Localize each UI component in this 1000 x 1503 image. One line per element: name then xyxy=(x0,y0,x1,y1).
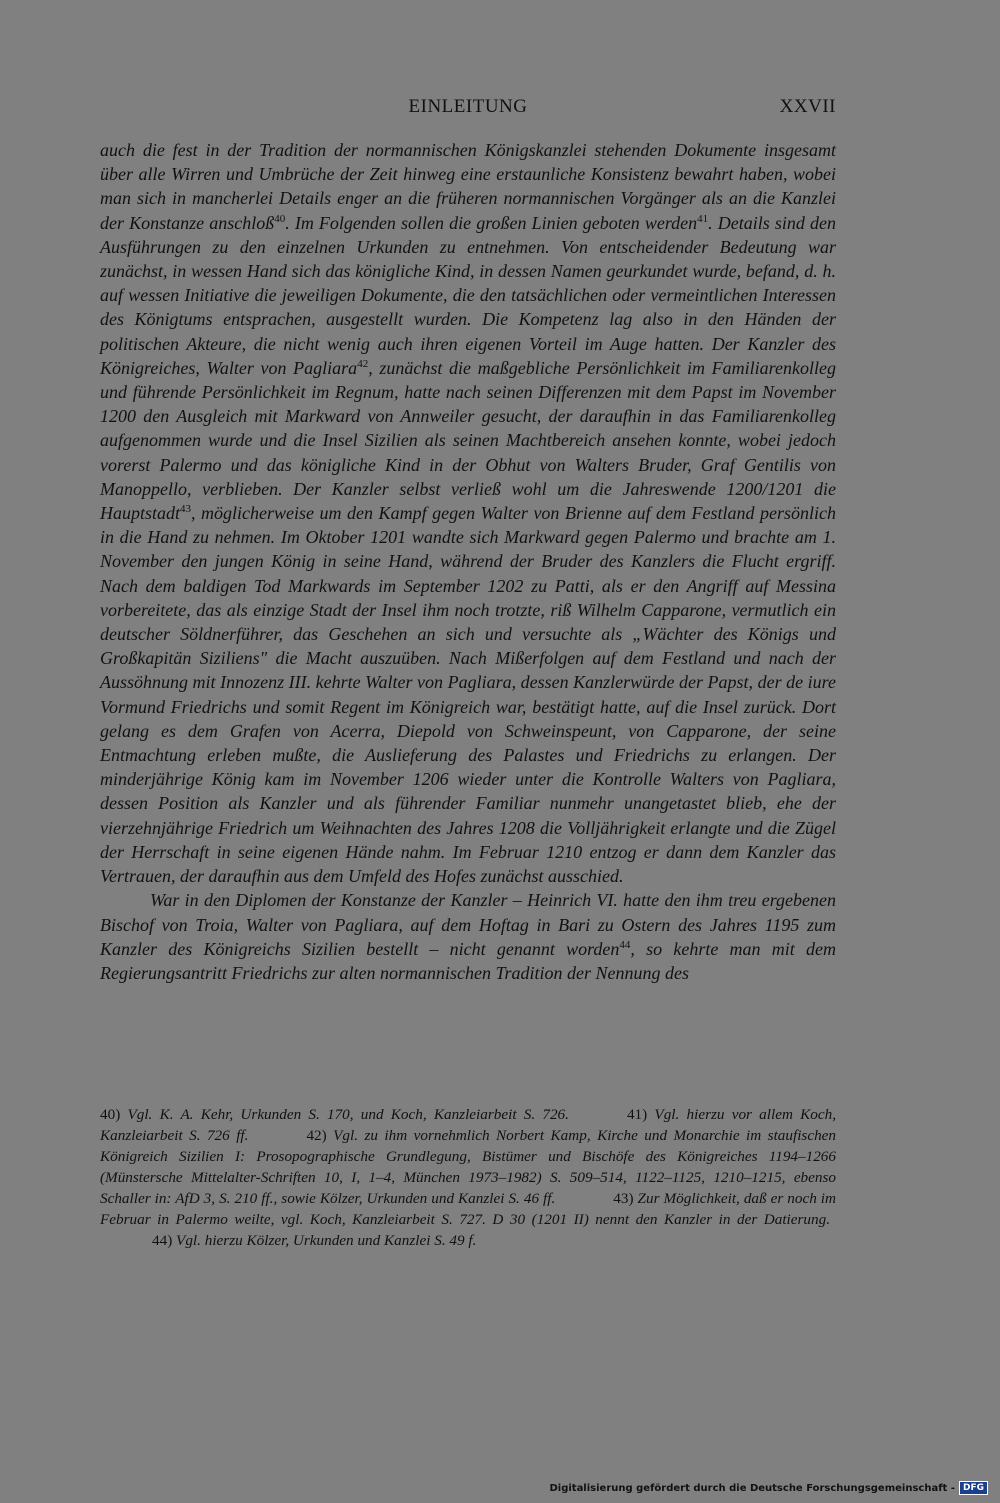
footnote-text: Vgl. hierzu vor allem Koch, Kanzleiarbeit S. 726 ff. xyxy=(100,1106,836,1144)
main-text xyxy=(100,138,836,985)
footnote-ref-43: 43 xyxy=(180,503,192,516)
paragraph-1 xyxy=(100,138,836,888)
footnotes xyxy=(100,1104,836,1251)
paragraph-1-segment: . Im Folgenden sollen die großen Linien geboten werden xyxy=(285,212,698,233)
dfg-logo-icon: DFG xyxy=(959,1481,988,1495)
footnote-number: 43) xyxy=(613,1190,634,1207)
page-number: XXVII xyxy=(779,96,836,117)
paragraph-2 xyxy=(100,888,836,985)
footnote-ref-44: 44 xyxy=(619,938,631,951)
paragraph-2-segment: , so kehrte man mit dem Regierungsantritt Friedrichs zur alten normannischen Tradition der Nennung des xyxy=(100,938,836,983)
footnote-text: Vgl. zu ihm vornehmlich Norbert Kamp, Kirche und Monarchie im staufischen Königreich Sizilien I: Prosopographische Grundlegung, Bistümer und Bischöfe des Königreiches 1194–1266 (Münstersche Mittelalter-Schriften 10, I, 1–4, München 1973–1982) S. 509–514, 1122–1125, 1210–1215, ebenso Schaller in: AfD 3, S. 210 ff., sowie Kölzer, Urkunden und Kanzlei S. 46 ff. xyxy=(100,1127,837,1207)
running-header xyxy=(100,96,836,126)
paragraph-1-segment: auch die fest in der Tradition der normannischen Königskanzlei stehenden Dokumente insgesamt über alle Wirren und Umbrüche der Zeit hinweg eine erstaunliche Konsistenz bewahrt haben, wobei man sich in mancherlei Details enger an die früheren normannischen Vorgänger als an die Kanzlei der Konstanze anschloß xyxy=(100,140,836,233)
paragraph-1-segment: , zunächst die maßgebliche Persönlichkeit im Familiarenkolleg und führende Persönlichkeit im Regnum, hatte nach seinen Differenzen mit dem Papst im November 1200 den Ausgleich mit Markward von Annweiler gesucht, der daraufhin in das Familiarenkolleg aufgenommen wurde und die Insel Sizilien als seinen Machtbereich ansehen konnte, wobei jedoch vorerst Palermo und das königliche Kind in der Obhut von Walters Bruder, Graf Gentilis von Manoppello, verblieben. Der Kanzler selbst verließ wohl um die Jahreswende 1200/1201 die Hauptstadt xyxy=(100,357,836,524)
footnote-number: 41) xyxy=(626,1106,648,1123)
footnote-ref-40: 40 xyxy=(274,212,286,225)
footnote-text: Zur Möglichkeit, daß er noch im Februar in Palermo weilte, vgl. Koch, Kanzleiarbeit S. 727. D 30 (1201 II) nennt den Kanzler in der Datierung. xyxy=(100,1190,836,1228)
paragraph-1-segment: , möglicherweise um den Kampf gegen Walter von Brienne auf dem Festland persönlich in die Hand zu nehmen. Im Oktober 1201 wandte sich Markward gegen Palermo und brachte am 1. November den jungen König in seine Hand, während der Bruder des Kanzlers die Flucht ergriff. Nach dem baldigen Tod Markwards im September 1202 zu Patti, als er den Angriff auf Messina vorbereitete, das als einzige Stadt der Insel ihm noch trotzte, riß Wilhelm Capparone, vermutlich ein deutscher Söldnerführer, das Geschehen an sich und versuchte als „Wächter des Königs und Großkapitän Siziliens" die Macht auszuüben. Nach Mißerfolgen auf dem Festland und nach der Aussöhnung mit Innozenz III. kehrte Walter von Pagliara, dessen Kanzlerwürde der Papst, der de iure Vormund Friedrichs und somit Regent im Königreich war, bestätigt hatte, auf die Insel zurück. Dort gelang es dem Grafen von Acerra, Diepold von Schweinspeunt, von Capparone, der seine Entmachtung erleben mußte, die Auslieferung des Palastes und Friedrichs zu erlangen. Der minderjährige König kam im November 1206 wieder unter die Kontrolle Walters von Pagliara, dessen Position als Kanzler und als führender Familiar nunmehr unangetastet blieb, ehe der vierzehnjährige Friedrich um Weihnachten des Jahres 1208 die Volljährigkeit erlangte und die Zügel der Herrschaft in seine eigenen Hände nahm. Im Februar 1210 entzog er dann dem Kanzler das Vertrauen, der daraufhin aus dem Umfeld des Hofes zunächst ausschied. xyxy=(100,503,836,887)
footnote-text: Vgl. hierzu Kölzer, Urkunden und Kanzlei S. 49 f. xyxy=(176,1232,477,1249)
running-title: EINLEITUNG xyxy=(408,96,528,117)
footnote-40 xyxy=(100,1106,569,1123)
footnote-44 xyxy=(152,1232,476,1249)
footnote-ref-42: 42 xyxy=(357,357,369,370)
footnote-number: 44) xyxy=(152,1232,173,1249)
footnote-text: Vgl. K. A. Kehr, Urkunden S. 170, und Koch, Kanzleiarbeit S. 726. xyxy=(127,1106,569,1123)
paragraph-1-segment: . Details sind den Ausführungen zu den einzelnen Urkunden zu entnehmen. Von entscheidender Bedeutung war zunächst, in wessen Hand sich das königliche Kind, in dessen Namen geurkundet wurde, befand, d. h. auf wessen Initiative die jeweiligen Dokumente, die den tatsächlichen oder vermeintlichen Interessen des Königtums entsprachen, ausgestellt wurden. Die Kompetenz lag also in den Händen der politischen Akteure, die nicht wenig auch ihren eigenen Vorteil im Auge hatten. Der Kanzler des Königreiches, Walter von Pagliara xyxy=(100,212,836,378)
footnote-number: 42) xyxy=(306,1127,327,1144)
footnote-number: 40) xyxy=(100,1106,121,1123)
footnote-ref-41: 41 xyxy=(697,212,709,225)
credit-text: Digitalisierung gefördert durch die Deutsche Forschungsgemeinschaft - xyxy=(549,1482,955,1494)
digitization-credit xyxy=(549,1481,988,1495)
paragraph-2-segment: War in den Diplomen der Konstanze der Kanzler – Heinrich VI. hatte den ihm treu ergebenen Bischof von Troia, Walter von Pagliara, auf dem Hoftag in Bari zu Ostern des Jahres 1195 zum Kanzler des Königreichs Sizilien bestellt – nicht genannt worden xyxy=(100,890,836,959)
